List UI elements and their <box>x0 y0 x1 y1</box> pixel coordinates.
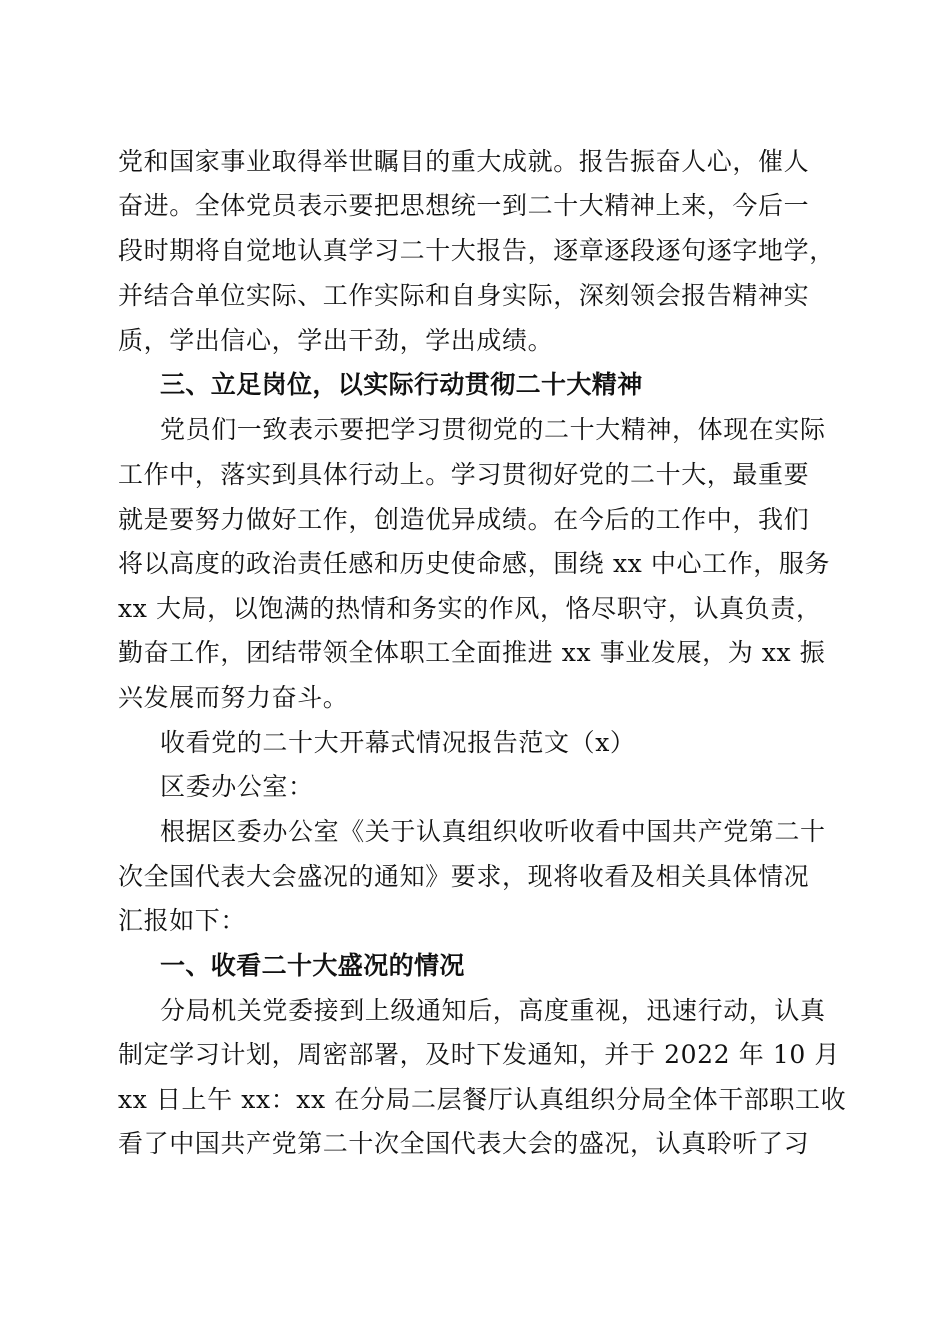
paragraph-line: 制定学习计划，周密部署，及时下发通知，并于 2022 年 10 月 <box>118 1040 841 1069</box>
paragraph-line: 汇报如下： <box>118 906 247 935</box>
section-heading: 三、立足岗位，以实际行动贯彻二十大精神 <box>160 370 643 399</box>
paragraph-line: 质，学出信心，学出干劲，学出成绩。 <box>118 326 554 355</box>
section-heading: 一、收看二十大盛况的情况 <box>160 951 465 980</box>
paragraph-line: 奋进。全体党员表示要把思想统一到二十大精神上来，今后一 <box>118 191 810 220</box>
salutation: 区委办公室： <box>160 772 314 801</box>
paragraph-line: 看了中国共产党第二十次全国代表大会的盛况，认真聆听了习 <box>118 1129 810 1158</box>
paragraph-line: 将以高度的政治责任感和历史使命感，围绕 xx 中心工作，服务 <box>118 549 831 578</box>
paragraph-line: 勤奋工作，团结带领全体职工全面推进 xx 事业发展，为 xx 振 <box>118 638 826 667</box>
paragraph-line: 工作中，落实到具体行动上。学习贯彻好党的二十大，最重要 <box>118 460 810 489</box>
paragraph-line: 并结合单位实际、工作实际和自身实际，深刻领会报告精神实 <box>118 281 810 310</box>
paragraph-line: 就是要努力做好工作，创造优异成绩。在今后的工作中，我们 <box>118 505 810 534</box>
paragraph-line: 根据区委办公室《关于认真组织收听收看中国共产党第二十 <box>160 817 826 846</box>
paragraph-line: xx 大局，以饱满的热情和务实的作风，恪尽职守，认真负责， <box>118 594 822 623</box>
paragraph-line: 党和国家事业取得举世瞩目的重大成就。报告振奋人心，催人 <box>118 147 810 176</box>
paragraph-line: 段时期将自觉地认真学习二十大报告，逐章逐段逐句逐字地学， <box>118 236 835 265</box>
paragraph-line: 党员们一致表示要把学习贯彻党的二十大精神，体现在实际 <box>160 415 826 444</box>
paragraph-line: xx 日上午 xx：xx 在分局二层餐厅认真组织分局全体干部职工收 <box>118 1085 847 1114</box>
paragraph-line: 次全国代表大会盛况的通知》要求，现将收看及相关具体情况 <box>118 862 810 891</box>
report-title: 收看党的二十大开幕式情况报告范文（x） <box>160 728 636 757</box>
paragraph-line: 分局机关党委接到上级通知后，高度重视，迅速行动，认真 <box>160 996 826 1025</box>
paragraph-line: 兴发展而努力奋斗。 <box>118 683 349 712</box>
